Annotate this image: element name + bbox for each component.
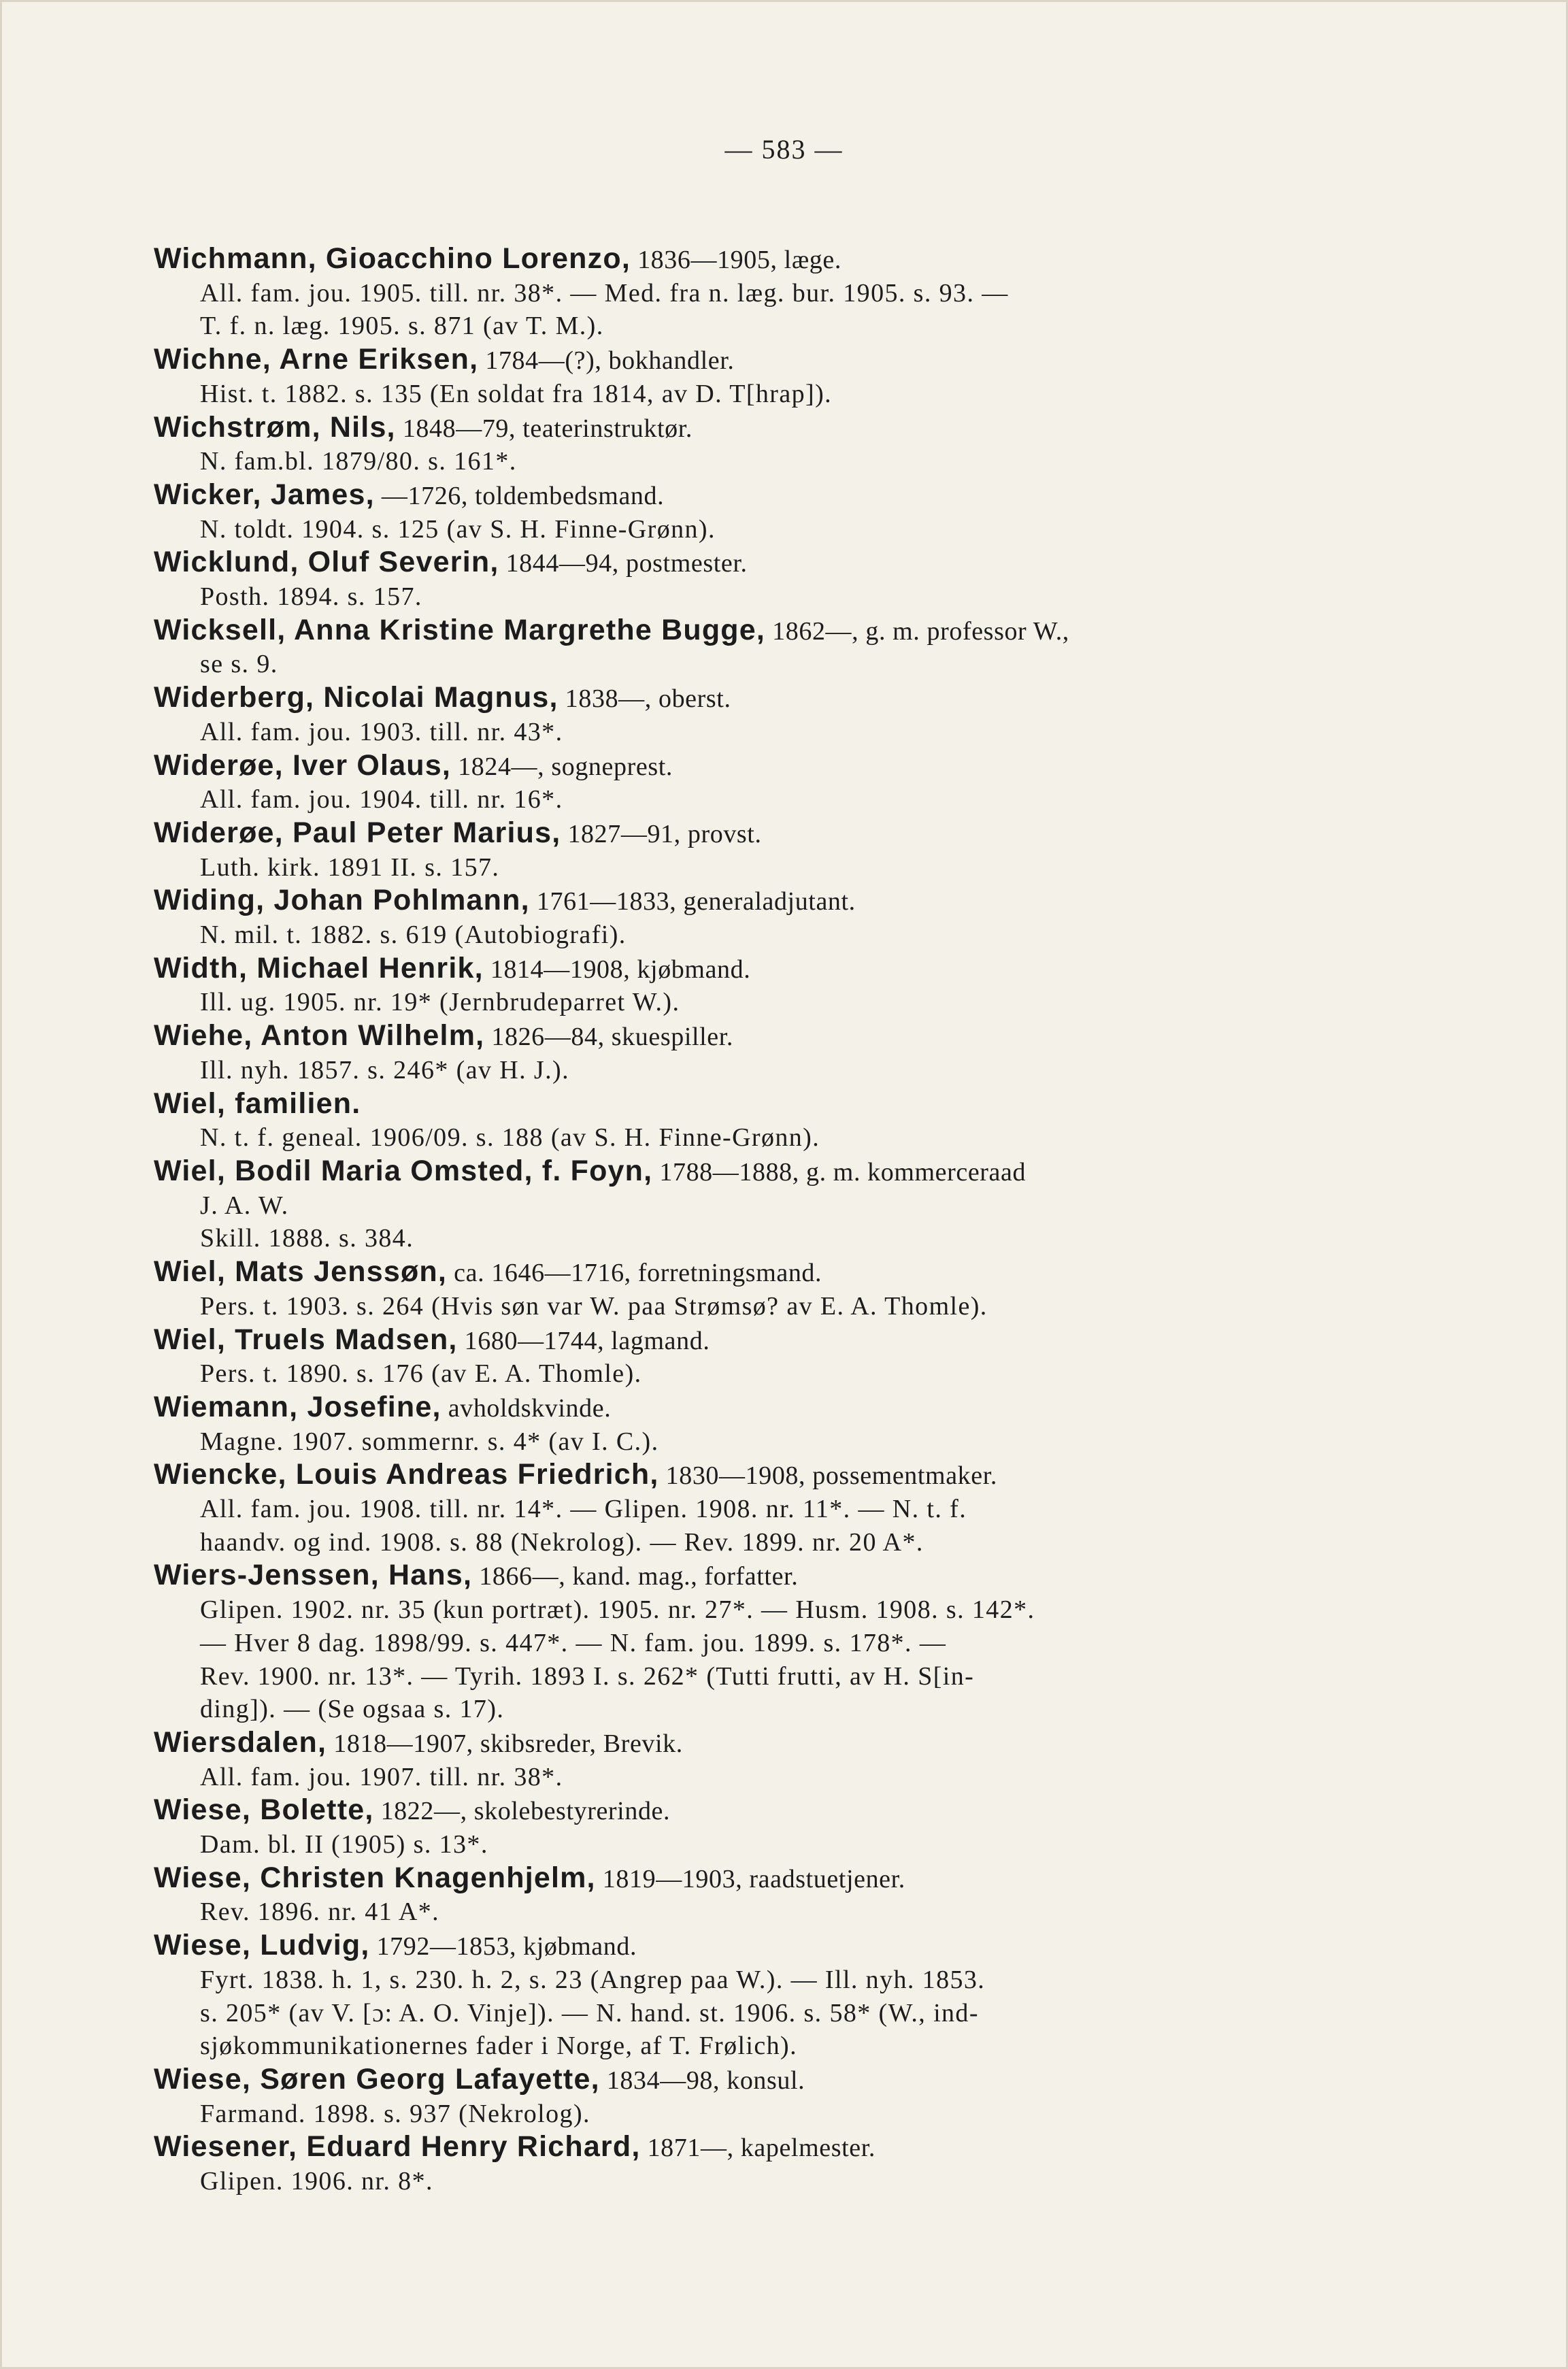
page-number: — 583 — <box>724 134 844 165</box>
entry-source-line: N. mil. t. 1882. s. 619 (Autobiografi). <box>200 921 627 950</box>
entry-source-line: Farmand. 1898. s. 937 (Nekrolog). <box>200 2099 590 2128</box>
entry-heading <box>154 2130 1324 2165</box>
entry-name: Wicksell, Anna Kristine Margrethe Bugge, <box>154 613 766 646</box>
index-entry <box>154 749 1324 816</box>
entry-source-line: All. fam. jou. 1908. till. nr. 14*. — Glipen. 1908. nr. 11*. — N. t. f. <box>200 1495 967 1524</box>
entry-source-line: sjøkommunikationernes fader i Norge, af T. Frølich). <box>200 2032 797 2061</box>
entry-heading <box>154 1323 1324 1358</box>
entry-source-line: Fyrt. 1838. h. 1, s. 230. h. 2, s. 23 (Angrep paa W.). — Ill. nyh. 1853. <box>200 1965 986 1994</box>
index-entry <box>154 816 1324 884</box>
entry-name: Widerberg, Nicolai Magnus, <box>154 681 558 714</box>
entry-heading <box>154 1559 1324 1593</box>
entry-source-line: Rev. 1900. nr. 13*. — Tyrih. 1893 I. s. 262* (Tutti frutti, av H. S[in- <box>200 1661 975 1691</box>
entry-heading <box>154 2063 1324 2098</box>
entry-description: 1844—94, postmester. <box>499 549 748 578</box>
entry-heading <box>154 681 1324 716</box>
index-entry <box>154 952 1324 1019</box>
entry-name: Wiel, Truels Madsen, <box>154 1323 458 1356</box>
index-entry <box>154 1255 1324 1323</box>
index-entry <box>154 1323 1324 1391</box>
entry-source-line: All. fam. jou. 1903. till. nr. 43*. <box>200 717 563 746</box>
entry-source-line: se s. 9. <box>200 650 278 679</box>
entry-source-line: All. fam. jou. 1904. till. nr. 16*. <box>200 785 563 814</box>
entry-name: Wiese, Søren Georg Lafayette, <box>154 2062 600 2095</box>
entry-name: Wiehe, Anton Wilhelm, <box>154 1019 485 1053</box>
index-entry <box>154 884 1324 951</box>
entry-source-line: T. f. n. læg. 1905. s. 871 (av T. M.). <box>200 312 604 341</box>
entry-heading <box>154 749 1324 784</box>
entry-description: 1827—91, provst. <box>561 819 762 848</box>
entry-name: Widerøe, Paul Peter Marius, <box>154 816 561 849</box>
entry-heading <box>154 411 1324 446</box>
index-entry <box>154 1726 1324 1793</box>
entry-name: Wiers-Jenssen, Hans, <box>154 1559 473 1592</box>
index-entry <box>154 546 1324 613</box>
entry-source-line: Ill. nyh. 1857. s. 246* (av H. J.). <box>200 1055 569 1084</box>
entry-heading <box>154 1861 1324 1896</box>
index-entry <box>154 411 1324 478</box>
entry-name: Wiel, Bodil Maria Omsted, f. Foyn, <box>154 1154 653 1187</box>
entry-source-line: s. 205* (av V. [ɔ: A. O. Vinje]). — N. hand. st. 1906. s. 58* (W., ind- <box>200 1998 979 2027</box>
entry-description: 1848—79, teaterinstruktør. <box>395 414 693 443</box>
entry-name: Wiesener, Eduard Henry Richard, <box>154 2130 641 2164</box>
entry-description: 1788—1888, g. m. kommerceraad <box>652 1157 1027 1187</box>
entry-source-line: Glipen. 1906. nr. 8*. <box>200 2167 433 2196</box>
entry-heading <box>154 343 1324 378</box>
entry-heading <box>154 1087 1324 1122</box>
entry-heading <box>154 614 1324 648</box>
entry-source-line: Magne. 1907. sommernr. s. 4* (av I. C.). <box>200 1427 659 1456</box>
index-entry <box>154 681 1324 748</box>
index-entry <box>154 343 1324 410</box>
entry-source-line: N. t. f. geneal. 1906/09. s. 188 (av S. H. Finne-Grønn). <box>200 1123 820 1153</box>
index-entry <box>154 1155 1324 1255</box>
index-entry <box>154 1861 1324 1929</box>
entry-description: 1826—84, skuespiller. <box>484 1023 734 1052</box>
entry-name: Wiemann, Josefine, <box>154 1390 441 1423</box>
entry-source-line: Glipen. 1902. nr. 35 (kun portræt). 1905. nr. 27*. — Husm. 1908. s. 142*. <box>200 1595 1035 1625</box>
entry-heading <box>154 1793 1324 1828</box>
entry-source-line: — Hver 8 dag. 1898/99. s. 447*. — N. fam. jou. 1899. s. 178*. — <box>200 1628 947 1657</box>
entry-description: 1818—1907, skibsreder, Brevik. <box>327 1729 683 1758</box>
entry-source-line: All. fam. jou. 1907. till. nr. 38*. <box>200 1762 563 1791</box>
entry-description: 1761—1833, generaladjutant. <box>529 887 856 916</box>
entry-description: 1784—(?), bokhandler. <box>478 346 735 376</box>
entry-description: ca. 1646—1716, forretningsmand. <box>447 1259 822 1288</box>
entry-description: 1862—, g. m. professor W., <box>765 616 1069 646</box>
entry-description: 1871—, kapelmester. <box>640 2134 875 2163</box>
entry-source-line: Posth. 1894. s. 157. <box>200 582 422 612</box>
entry-description: 1792—1853, kjøbmand. <box>369 1932 637 1961</box>
entry-name: Wiel, Mats Jenssøn, <box>154 1255 448 1289</box>
index-entry <box>154 1019 1324 1087</box>
entry-description: 1824—, sogneprest. <box>451 752 673 781</box>
entry-heading <box>154 952 1324 987</box>
entry-name: Wichstrøm, Nils, <box>154 410 396 444</box>
entry-description: 1866—, kand. mag., forfatter. <box>472 1562 799 1591</box>
index-entry <box>154 478 1324 546</box>
entry-name: Width, Michael Henrik, <box>154 951 484 984</box>
entry-description: —1726, toldembedsmand. <box>374 481 665 510</box>
entry-heading <box>154 546 1324 580</box>
entry-heading <box>154 1155 1324 1189</box>
index-entry <box>154 614 1324 681</box>
entry-heading <box>154 1929 1324 1964</box>
entry-source-line: All. fam. jou. 1905. till. nr. 38*. — Med. fra n. læg. bur. 1905. s. 93. — <box>200 278 1009 308</box>
entry-source-line: Pers. t. 1903. s. 264 (Hvis søn var W. paa Strømsø? av E. A. Thomle). <box>200 1291 988 1321</box>
entry-description: 1836—1905, læge. <box>630 246 841 274</box>
entry-name: Wichne, Arne Eriksen, <box>154 343 479 376</box>
entry-source-line: Dam. bl. II (1905) s. 13*. <box>200 1830 488 1859</box>
entry-name: Widerøe, Iver Olaus, <box>154 748 452 782</box>
entry-description: 1814—1908, kjøbmand. <box>483 955 751 984</box>
entry-source-line: Ill. ug. 1905. nr. 19* (Jernbrudeparret W.). <box>200 988 680 1017</box>
entry-heading <box>154 1726 1324 1761</box>
entry-name: Wiese, Ludvig, <box>154 1929 370 1962</box>
entry-heading <box>154 1391 1324 1425</box>
entry-heading <box>154 1255 1324 1290</box>
entry-heading <box>154 816 1324 851</box>
entry-source-line: J. A. W. <box>200 1191 289 1220</box>
entry-heading <box>154 478 1324 513</box>
entry-description: 1819—1903, raadstuetjener. <box>595 1864 905 1893</box>
index-entry <box>154 1929 1324 2063</box>
index-entry <box>154 2063 1324 2130</box>
index-entry <box>154 1087 1324 1155</box>
entry-name: Wiese, Christen Knagenhjelm, <box>154 1861 596 1894</box>
entry-heading <box>154 1458 1324 1493</box>
entry-source-line: ding]). — (Se ogsaa s. 17). <box>200 1695 505 1724</box>
entry-name: Wicker, James, <box>154 478 375 511</box>
entry-name: Wiel, familien. <box>154 1087 361 1120</box>
entry-name: Widing, Johan Pohlmann, <box>154 884 530 917</box>
entry-source-line: N. fam.bl. 1879/80. s. 161*. <box>200 447 517 476</box>
index-entries <box>154 242 1324 2198</box>
entry-name: Wichmann, Gioacchino Lorenzo, <box>154 242 631 275</box>
entry-heading <box>154 884 1324 918</box>
entry-name: Wiencke, Louis Andreas Friedrich, <box>154 1458 659 1491</box>
entry-source-line: haandv. og ind. 1908. s. 88 (Nekrolog). — Rev. 1899. nr. 20 A*. <box>200 1527 924 1557</box>
entry-source-line: Pers. t. 1890. s. 176 (av E. A. Thomle). <box>200 1359 642 1389</box>
index-entry <box>154 1458 1324 1559</box>
entry-name: Wiersdalen, <box>154 1725 327 1759</box>
index-entry <box>154 242 1324 343</box>
entry-source-line: Rev. 1896. nr. 41 A*. <box>200 1898 440 1927</box>
entry-source-line: Skill. 1888. s. 384. <box>200 1224 414 1253</box>
entry-heading <box>154 242 1324 277</box>
entry-source-line: Hist. t. 1882. s. 135 (En soldat fra 1814, av D. T[hrap]). <box>200 379 833 408</box>
entry-name: Wicklund, Oluf Severin, <box>154 546 499 579</box>
entry-description: avholdskvinde. <box>441 1393 612 1423</box>
entry-description: 1830—1908, possementmaker. <box>658 1461 998 1491</box>
entry-source-line: Luth. kirk. 1891 II. s. 157. <box>200 852 500 882</box>
index-entry <box>154 1391 1324 1458</box>
entry-name: Wiese, Bolette, <box>154 1793 374 1827</box>
index-entry <box>154 2130 1324 2198</box>
entry-heading <box>154 1019 1324 1054</box>
entry-description: 1680—1744, lagmand. <box>457 1326 710 1355</box>
entry-description: 1838—, oberst. <box>558 684 731 714</box>
entry-description: 1822—, skolebestyrerinde. <box>373 1797 671 1826</box>
index-entry <box>154 1793 1324 1861</box>
index-entry <box>154 1559 1324 1726</box>
entry-description: 1834—98, konsul. <box>599 2066 805 2095</box>
entry-source-line: N. toldt. 1904. s. 125 (av S. H. Finne-Grønn). <box>200 514 716 544</box>
